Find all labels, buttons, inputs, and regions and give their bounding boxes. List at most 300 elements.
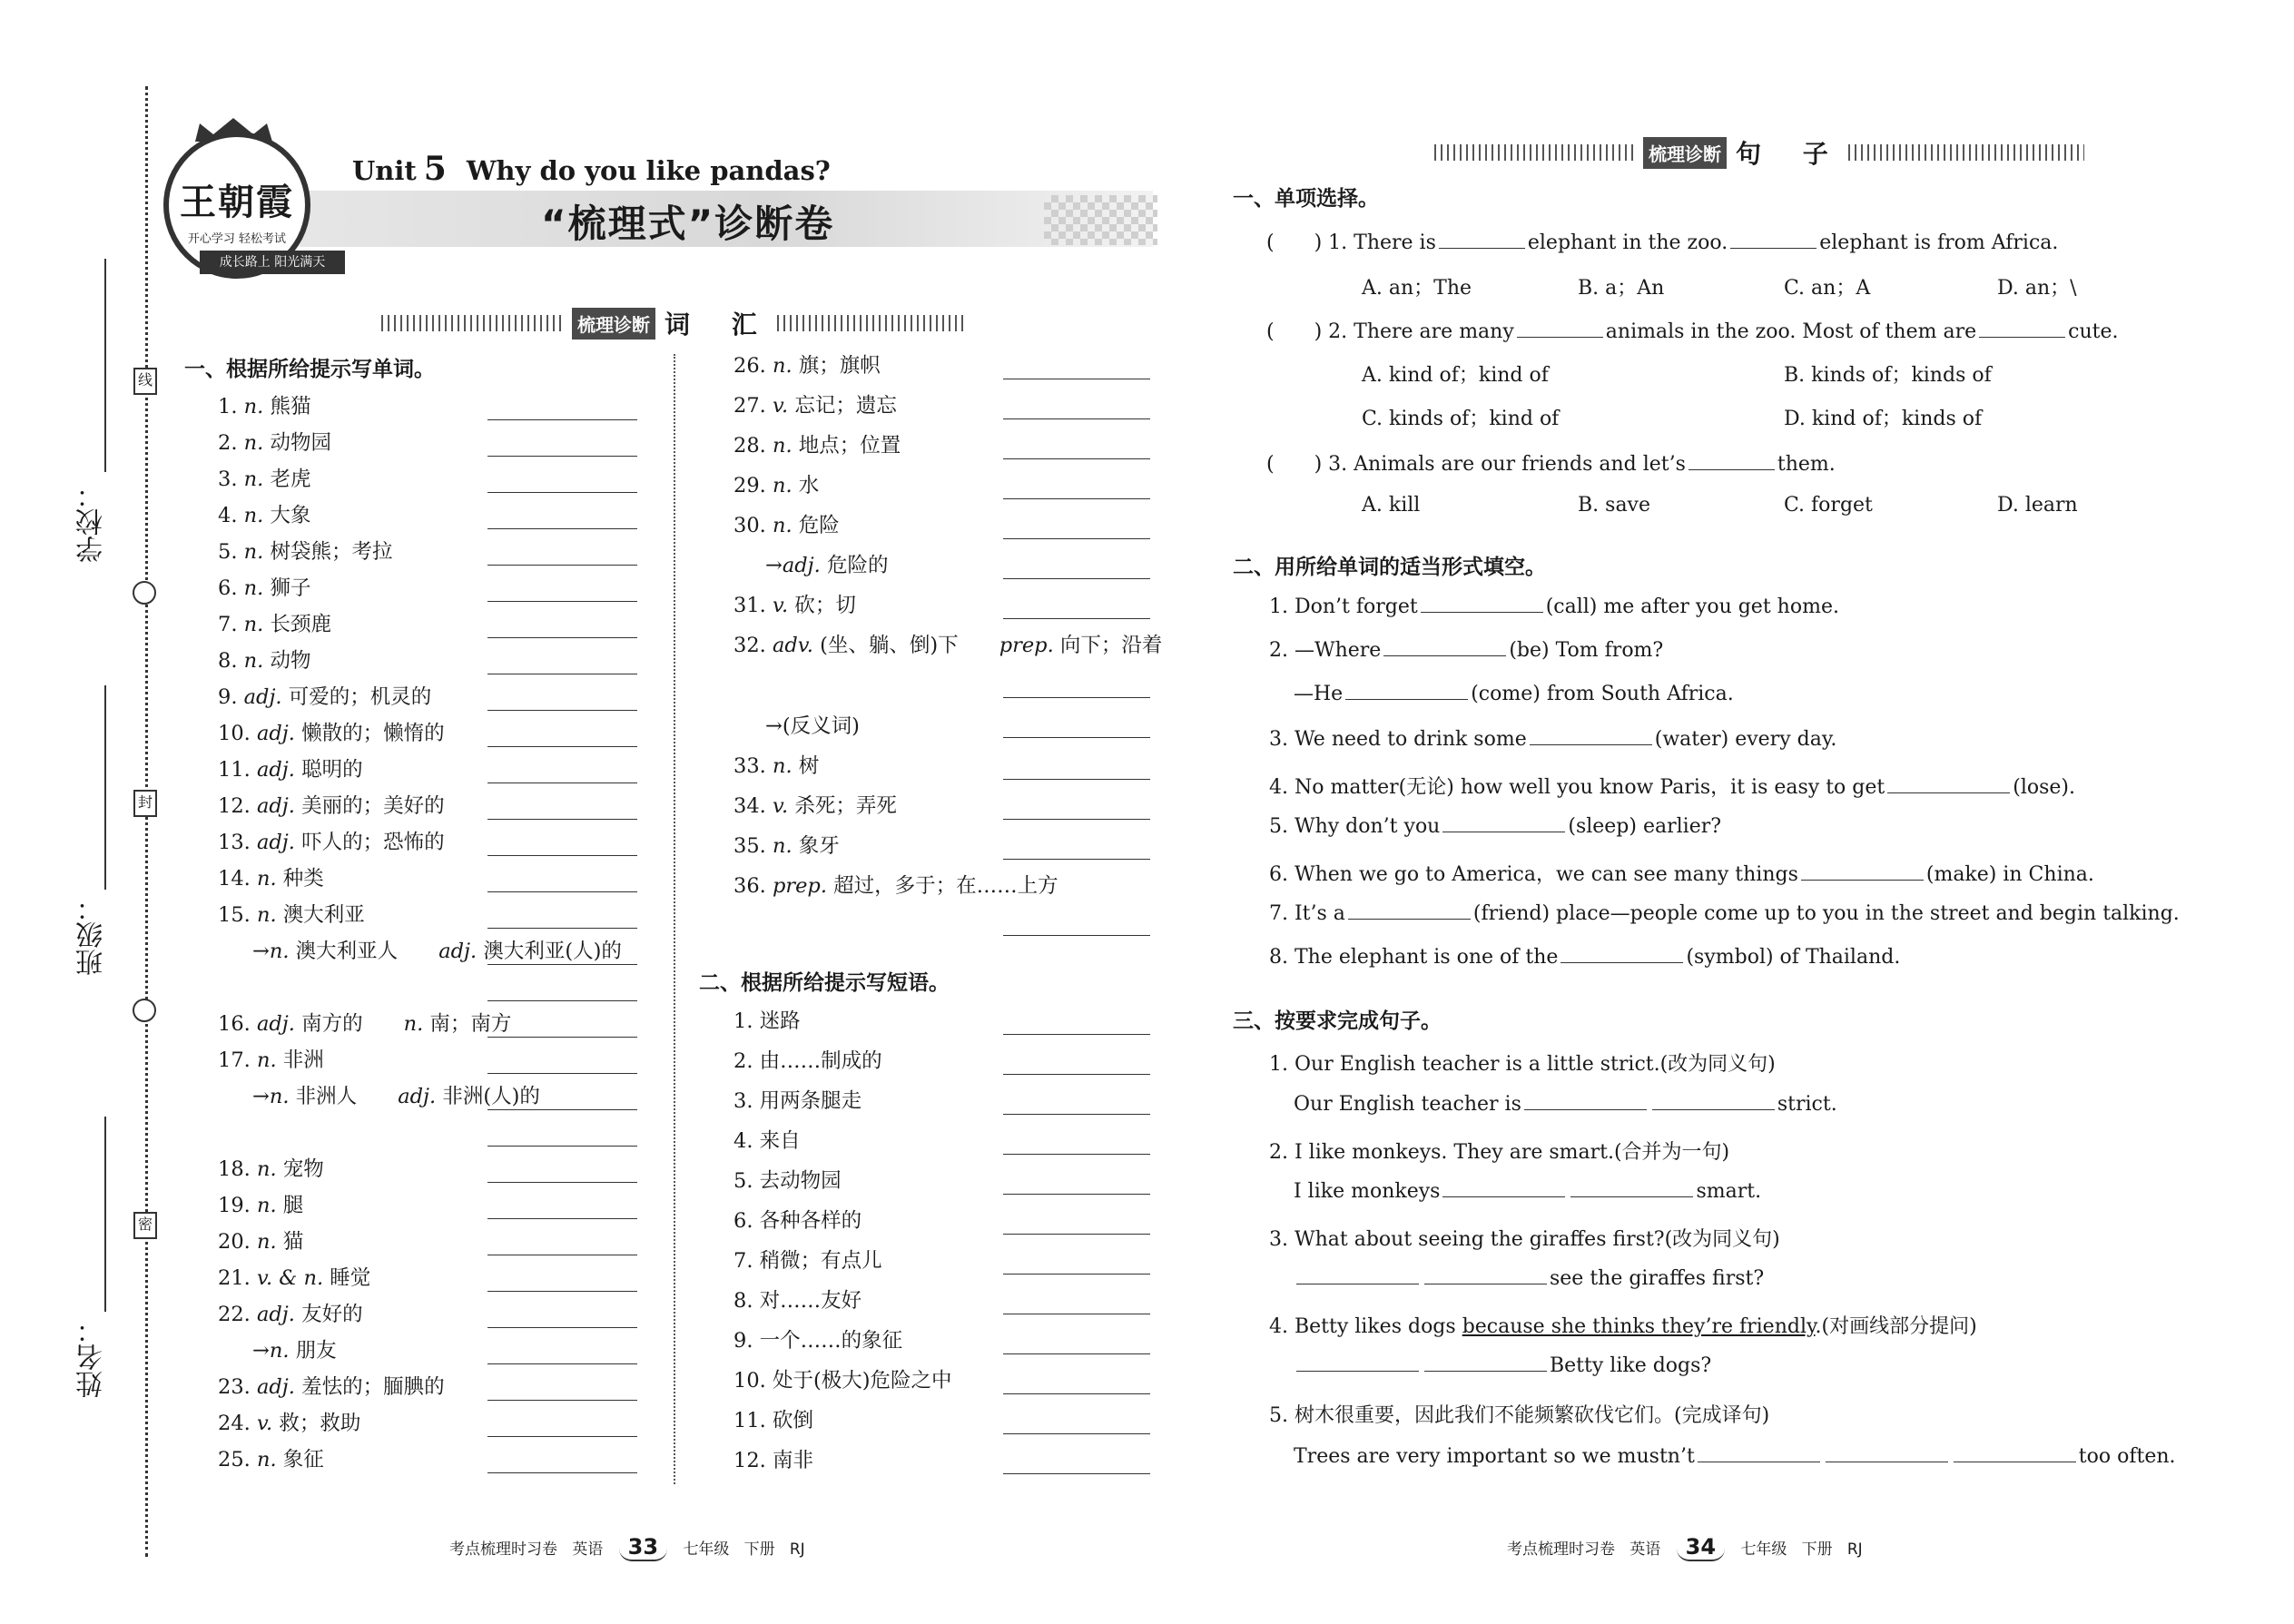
mc-question	[1266, 316, 2118, 344]
answer-blank[interactable]	[1003, 1353, 1150, 1354]
item-number: 35.	[733, 834, 766, 858]
mc-option[interactable]: C. kinds of；kind of	[1362, 408, 1560, 430]
item-number: 8.	[218, 649, 238, 673]
item-number: 33.	[733, 754, 766, 778]
question-text: (sleep) earlier?	[1568, 815, 1722, 838]
question-text: (make) in China.	[1925, 863, 2094, 886]
vocab-item	[218, 1189, 303, 1218]
answer-blank[interactable]	[1003, 418, 1150, 419]
item-hint: 可爱的；机灵的	[288, 685, 432, 709]
answer-blank[interactable]	[1003, 819, 1150, 820]
footer-left	[449, 1534, 805, 1560]
phrase-item	[733, 1085, 861, 1114]
answer-blank[interactable]	[1887, 776, 2010, 793]
item-number: 3.	[733, 1089, 753, 1113]
answer-blank[interactable]	[487, 855, 637, 856]
vocab-part2-title: 二、根据所给提示写短语。	[699, 971, 950, 995]
phrase-item	[733, 1324, 902, 1353]
answer-blank[interactable]	[487, 492, 637, 493]
item-number: 10.	[218, 722, 251, 745]
question-text: (lose).	[2013, 776, 2075, 799]
item-hint: 对……友好	[759, 1289, 862, 1313]
vocab-sub-item	[252, 935, 622, 964]
answer-blank[interactable]	[487, 1218, 637, 1219]
vocab-part1-title: 一、根据所给提示写单词。	[184, 358, 435, 381]
arrow: →	[765, 554, 783, 577]
part-of-speech: n.	[772, 434, 793, 458]
item-hint: 危险	[798, 514, 840, 537]
answer-blank[interactable]	[1530, 728, 1652, 745]
answer-blank[interactable]	[1003, 458, 1150, 459]
arrow: →	[252, 1085, 270, 1108]
item-hint: 澳大利亚人	[295, 940, 399, 963]
vocab-item	[733, 589, 856, 618]
rewrite-question: 2. I like monkeys. They are smart.(合并为一句)	[1269, 1141, 1730, 1164]
answer-blank[interactable]	[487, 1291, 637, 1292]
mc-question	[1266, 227, 2058, 255]
binding-cut-line	[145, 86, 148, 1557]
vocab-item	[218, 608, 331, 637]
footer-grade: 七年级	[1740, 1540, 1787, 1559]
answer-blank[interactable]	[1570, 1180, 1693, 1197]
item-number: 15.	[218, 903, 251, 927]
question-text: 7. It’s a	[1269, 902, 1345, 925]
question-text: 4. Betty likes dogs	[1269, 1315, 1462, 1338]
item-hint: 朋友	[295, 1339, 337, 1363]
item-number: 18.	[218, 1157, 251, 1181]
item-hint: 长颈鹿	[270, 613, 331, 636]
vocab-item	[733, 750, 819, 779]
question-text: 1. Don’t forget	[1269, 595, 1418, 618]
rewrite-question: 5. 树木很重要，因此我们不能频繁砍伐它们。(完成译句)	[1269, 1404, 1770, 1427]
answer-blank[interactable]	[1003, 1473, 1150, 1474]
part-of-speech: n.	[256, 1157, 277, 1181]
brand-banner: 成长路上 阳光满天	[200, 251, 345, 274]
fill-question	[1269, 595, 1839, 618]
item-hint: 处于(极大)危险之中	[772, 1369, 952, 1393]
part-of-speech: adj.	[782, 554, 821, 577]
section-word: 词 汇	[665, 310, 773, 340]
part-of-speech: adj.	[256, 1303, 295, 1326]
answer-blank[interactable]	[1003, 1234, 1150, 1235]
part-of-speech: n.	[256, 903, 277, 927]
answer-blank[interactable]	[1003, 1194, 1150, 1195]
rewrite-question: 1. Our English teacher is a little strict.(改为同义句)	[1269, 1053, 1776, 1076]
item-number: 1.	[218, 395, 238, 418]
vocab-item	[218, 681, 431, 710]
fill-question	[1269, 946, 1900, 969]
item-hint: 熊猫	[270, 395, 311, 418]
item-hint: 迷路	[759, 1009, 801, 1033]
brand-slogan: 开心学习 轻松考试	[187, 232, 287, 246]
item-number: 36.	[733, 874, 766, 898]
item-hint: 稍微；有点儿	[759, 1249, 882, 1273]
cut-dot	[133, 581, 156, 605]
answer-blank[interactable]	[1730, 231, 1816, 249]
vocab-item	[218, 645, 310, 674]
item-hint: 象征	[282, 1448, 324, 1471]
page-number: 33	[619, 1534, 667, 1561]
item-number: 28.	[733, 434, 766, 458]
answer-blank[interactable]	[487, 1000, 637, 1001]
answer-blank[interactable]	[1424, 1267, 1547, 1284]
fill-question	[1269, 639, 1663, 662]
item-number: 24.	[218, 1412, 251, 1435]
question-text: 6. When we go to America，we can see many things	[1269, 863, 1798, 886]
mc-option[interactable]: C. an；A	[1784, 277, 1871, 300]
item-number: 8.	[733, 1289, 753, 1313]
name-label: 姓名：	[76, 1316, 108, 1398]
footer-grade: 七年级	[683, 1540, 730, 1559]
rewrite-question: 3. What about seeing the giraffes first?(改为同义句)	[1269, 1228, 1780, 1251]
answer-blank[interactable]	[1003, 578, 1150, 579]
answer-blank[interactable]	[1003, 737, 1150, 738]
part-of-speech: adj.	[398, 1085, 437, 1108]
answer-blank[interactable]	[487, 1109, 637, 1110]
part-of-speech: adj.	[256, 1375, 295, 1399]
question-text: 4. No matter(无论) how well you know Paris，it is easy to get	[1269, 776, 1885, 799]
phrase-item	[733, 1125, 801, 1154]
section-tag: 梳理诊断	[572, 308, 655, 340]
answer-blank[interactable]	[487, 1037, 637, 1038]
item-hint: 树袋熊；考拉	[270, 540, 393, 564]
cut-mark-mi: 密	[133, 1212, 157, 1239]
part-of-speech: n.	[256, 1194, 277, 1217]
answer-blank[interactable]	[1689, 453, 1775, 470]
question-text: I like monkeys	[1294, 1180, 1441, 1203]
answer-blank[interactable]	[1003, 1114, 1150, 1115]
mc-option[interactable]: C. forget	[1784, 494, 1873, 517]
phrase-item	[733, 1284, 861, 1314]
vocab-item	[218, 753, 363, 782]
answer-blank[interactable]	[487, 782, 637, 783]
part-of-speech: n.	[256, 1048, 277, 1072]
answer-blank[interactable]	[487, 419, 637, 420]
question-text: 1. There is	[1328, 231, 1436, 254]
cut-dot	[133, 999, 156, 1022]
answer-blank[interactable]	[487, 746, 637, 747]
vocab-item	[218, 390, 310, 419]
item-hint: (坐、躺、倒)下	[820, 634, 959, 657]
answer-blank[interactable]	[1421, 595, 1543, 613]
stripe-decoration	[1434, 144, 1634, 161]
item-number: 9.	[733, 1329, 753, 1353]
vocab-item	[733, 509, 840, 538]
answer-blank[interactable]	[1442, 815, 1565, 832]
footer-series: 考点梳理时习卷	[1507, 1540, 1615, 1559]
answer-blank[interactable]	[487, 456, 637, 457]
answer-blank[interactable]	[1003, 538, 1150, 539]
item-hint: 动物园	[270, 431, 331, 455]
item-hint: 危险的	[826, 554, 889, 577]
vocab-item	[218, 1443, 324, 1472]
vocab-item	[733, 349, 881, 379]
phrase-item	[733, 1045, 882, 1074]
answer-blank[interactable]	[1826, 1445, 1948, 1462]
item-hint: 一个……的象征	[759, 1329, 903, 1353]
part-of-speech: adj.	[256, 794, 295, 818]
question-text: 3. We need to drink some	[1269, 728, 1527, 751]
answer-blank[interactable]	[1296, 1267, 1419, 1284]
footer-right	[1507, 1534, 1863, 1560]
question-text: .(对画线部分提问)	[1815, 1315, 1977, 1338]
answer-blank[interactable]	[1979, 320, 2065, 338]
answer-blank[interactable]	[1345, 683, 1468, 700]
item-number: 19.	[218, 1194, 251, 1217]
item-hint: 大象	[270, 504, 311, 527]
vocab-item	[218, 1153, 324, 1182]
section-tag: 梳理诊断	[1643, 137, 1727, 169]
item-hint: 旗；旗帜	[798, 354, 881, 378]
vocab-item	[218, 1298, 363, 1327]
rewrite-answer	[1294, 1445, 2176, 1468]
answer-blank[interactable]	[487, 528, 637, 529]
item-number: 3.	[218, 468, 238, 491]
answer-paren: ( )	[1266, 231, 1323, 254]
footer-subject: 英语	[572, 1540, 604, 1559]
part-of-speech: n.	[243, 576, 264, 600]
question-text: (symbol) of Thailand.	[1686, 946, 1901, 969]
column-separator	[674, 354, 675, 1484]
item-hint: 救；救助	[279, 1412, 361, 1435]
item-number: 7.	[218, 613, 238, 636]
answer-blank[interactable]	[1003, 935, 1150, 936]
footer-volume: 下册	[743, 1540, 775, 1559]
answer-blank[interactable]	[487, 1146, 637, 1147]
underlined-part: because she thinks they’re friendly	[1462, 1315, 1816, 1338]
vocab-item	[733, 429, 901, 458]
item-hint: 杀死；弄死	[794, 794, 897, 818]
part-of-speech: n.	[256, 867, 277, 891]
part-of-speech: n.	[243, 649, 264, 673]
answer-blank[interactable]	[487, 964, 637, 965]
question-text: (come) from South Africa.	[1471, 683, 1734, 705]
part-of-speech: n.	[243, 504, 264, 527]
answer-blank[interactable]	[487, 1472, 637, 1473]
phrase-item	[733, 1444, 813, 1473]
question-text: Our English teacher is	[1294, 1093, 1521, 1116]
brand-name: 王朝霞	[180, 181, 294, 223]
part-of-speech: n.	[243, 431, 264, 455]
rewrite-question	[1269, 1311, 1977, 1339]
answer-blank[interactable]	[487, 1073, 637, 1074]
vocab-item	[218, 1407, 360, 1436]
question-text: animals in the zoo. Most of them are	[1605, 320, 1977, 343]
unit-title	[352, 150, 831, 188]
vocab-item	[733, 469, 819, 498]
answer-blank[interactable]	[1954, 1445, 2076, 1462]
answer-blank[interactable]	[1561, 946, 1683, 963]
item-hint: 用两条腿走	[759, 1089, 862, 1113]
item-number: 2.	[218, 431, 238, 455]
vocab-item	[733, 830, 840, 859]
answer-blank[interactable]	[1003, 697, 1150, 698]
school-field-line	[104, 259, 106, 472]
answer-blank[interactable]	[1348, 902, 1471, 920]
answer-blank[interactable]	[1003, 1034, 1150, 1035]
part-of-speech: n.	[772, 754, 793, 778]
part-of-speech: n.	[269, 1339, 290, 1363]
answer-blank[interactable]	[487, 565, 637, 566]
answer-blank[interactable]	[1003, 498, 1150, 499]
answer-blank[interactable]	[487, 601, 637, 602]
question-text: 8. The elephant is one of the	[1269, 946, 1559, 969]
answer-blank[interactable]	[487, 891, 637, 892]
mc-option[interactable]: B. save	[1578, 494, 1651, 517]
answer-blank[interactable]	[1003, 1433, 1150, 1434]
item-number: 17.	[218, 1048, 251, 1072]
answer-blank[interactable]	[487, 637, 637, 638]
item-number: 4.	[733, 1129, 753, 1153]
answer-blank[interactable]	[1801, 863, 1924, 881]
answer-blank[interactable]	[1003, 1274, 1150, 1275]
school-label: 学校：	[76, 481, 108, 563]
part-of-speech: n.	[256, 1230, 277, 1254]
answer-blank[interactable]	[487, 710, 637, 711]
mc-option[interactable]: D. kind of；kinds of	[1784, 408, 1983, 430]
mc-option[interactable]: B. kinds of；kinds of	[1784, 364, 1992, 387]
mc-option[interactable]: A. kill	[1362, 494, 1421, 517]
mc-option[interactable]: D. an；\	[1997, 277, 2077, 300]
item-number: 13.	[218, 831, 251, 854]
answer-blank[interactable]	[487, 1363, 637, 1364]
question-text: 2. There are many	[1328, 320, 1514, 343]
item-hint: 友好的	[301, 1303, 363, 1326]
fill-question	[1294, 683, 1734, 705]
part-of-speech: n.	[243, 613, 264, 636]
item-hint: 向下；沿着	[1059, 634, 1163, 657]
part-of-speech: n.	[772, 834, 793, 858]
sentence-section-header	[1434, 134, 2084, 171]
part-of-speech: adv.	[772, 634, 813, 657]
item-hint: 来自	[759, 1129, 801, 1153]
part-of-speech: n.	[243, 540, 264, 564]
item-number: 30.	[733, 514, 766, 537]
item-hint: 南；南方	[429, 1012, 512, 1036]
part-of-speech: n.	[403, 1012, 424, 1036]
part-of-speech: v.	[772, 794, 789, 818]
answer-blank[interactable]	[487, 1400, 637, 1401]
item-number: 11.	[218, 758, 251, 782]
answer-blank[interactable]	[1003, 779, 1150, 780]
item-hint: 象牙	[798, 834, 840, 858]
part-of-speech: n.	[772, 354, 793, 378]
checker-pattern	[1044, 195, 1157, 245]
answer-blank[interactable]	[1383, 639, 1506, 656]
question-text: —He	[1294, 683, 1344, 705]
vocab-item	[733, 389, 897, 418]
part-of-speech: adj.	[256, 758, 295, 782]
item-number: 6.	[733, 1209, 753, 1233]
phrase-item	[733, 1404, 813, 1433]
mc-option[interactable]: A. an；The	[1362, 277, 1472, 300]
mc-option[interactable]: A. kind of；kind of	[1362, 364, 1549, 387]
item-hint: 砍；切	[794, 594, 856, 617]
item-number: 34.	[733, 794, 766, 818]
part-of-speech: v.	[256, 1412, 273, 1435]
answer-blank[interactable]	[1003, 1074, 1150, 1075]
item-hint: 超过，多于；在……上方	[833, 874, 1058, 898]
question-text: smart.	[1696, 1180, 1762, 1203]
mc-option[interactable]: D. learn	[1997, 494, 2078, 517]
question-text: 3. Animals are our friends and let’s	[1328, 453, 1686, 476]
item-hint: 澳大利亚(人)的	[483, 940, 622, 963]
answer-blank[interactable]	[487, 819, 637, 820]
mc-part-title: 一、单项选择。	[1233, 187, 1379, 211]
vocab-item	[218, 862, 324, 891]
vocab-item	[218, 536, 392, 565]
answer-blank[interactable]	[487, 928, 637, 929]
part-of-speech: n.	[269, 1085, 290, 1108]
page-number: 34	[1677, 1534, 1725, 1561]
question-text: Trees are very important so we mustn’t	[1294, 1445, 1695, 1468]
answer-blank[interactable]	[487, 1182, 637, 1183]
item-hint: 忘记；遗忘	[794, 394, 897, 418]
item-number: 10.	[733, 1369, 766, 1393]
fill-question	[1269, 859, 2094, 887]
part-of-speech: n.	[256, 1448, 277, 1471]
fill-question	[1269, 728, 1836, 751]
answer-blank[interactable]	[1003, 859, 1150, 860]
item-hint: 南非	[772, 1449, 813, 1472]
part-of-speech: v. & n.	[256, 1266, 324, 1290]
answer-blank[interactable]	[1652, 1093, 1775, 1110]
rewrite-answer	[1294, 1180, 1761, 1203]
question-text: (friend) place—people come up to you in the street and begin talking.	[1472, 902, 2180, 925]
phrase-item	[733, 1005, 801, 1034]
question-text: 2. —Where	[1269, 639, 1382, 662]
question-text: them.	[1777, 453, 1836, 476]
answer-blank[interactable]	[487, 1436, 637, 1437]
vocab-item	[218, 1044, 324, 1073]
item-number: 1.	[733, 1009, 753, 1033]
answer-blank[interactable]	[1003, 1393, 1150, 1394]
mc-option[interactable]: B. a；An	[1578, 277, 1665, 300]
unit-prefix: Unit	[352, 155, 417, 186]
phrase-item	[733, 1165, 842, 1194]
cut-mark-feng: 封	[133, 790, 157, 817]
item-number: 23.	[218, 1375, 251, 1399]
fill-question	[1269, 772, 2075, 800]
item-hint: 水	[798, 474, 820, 497]
answer-blank[interactable]	[1003, 618, 1150, 619]
item-hint: 宠物	[282, 1157, 324, 1181]
answer-blank[interactable]	[1698, 1445, 1820, 1462]
answer-blank[interactable]	[1524, 1093, 1647, 1110]
mc-question	[1266, 448, 1836, 477]
question-text: too often.	[2078, 1445, 2176, 1468]
answer-blank[interactable]	[1517, 320, 1603, 338]
vocab-item	[218, 1262, 370, 1291]
part-of-speech: prep.	[999, 634, 1054, 657]
answer-blank[interactable]	[487, 1327, 637, 1328]
answer-blank[interactable]	[1296, 1354, 1419, 1372]
footer-series: 考点梳理时习卷	[449, 1540, 557, 1559]
answer-blank[interactable]	[1003, 1154, 1150, 1155]
part-of-speech: adj.	[438, 940, 478, 963]
answer-blank[interactable]	[1442, 1180, 1565, 1197]
rewrite-answer	[1294, 1354, 1711, 1377]
item-number: 31.	[733, 594, 766, 617]
question-text: cute.	[2068, 320, 2119, 343]
fill-question	[1269, 815, 1721, 838]
vocab-sub-item	[252, 1080, 540, 1109]
fill-part-title: 二、用所给单词的适当形式填空。	[1233, 556, 1546, 579]
vocab-item	[733, 870, 1058, 899]
answer-blank[interactable]	[1439, 231, 1525, 249]
item-number: 21.	[218, 1266, 251, 1290]
answer-blank[interactable]	[1424, 1354, 1547, 1372]
